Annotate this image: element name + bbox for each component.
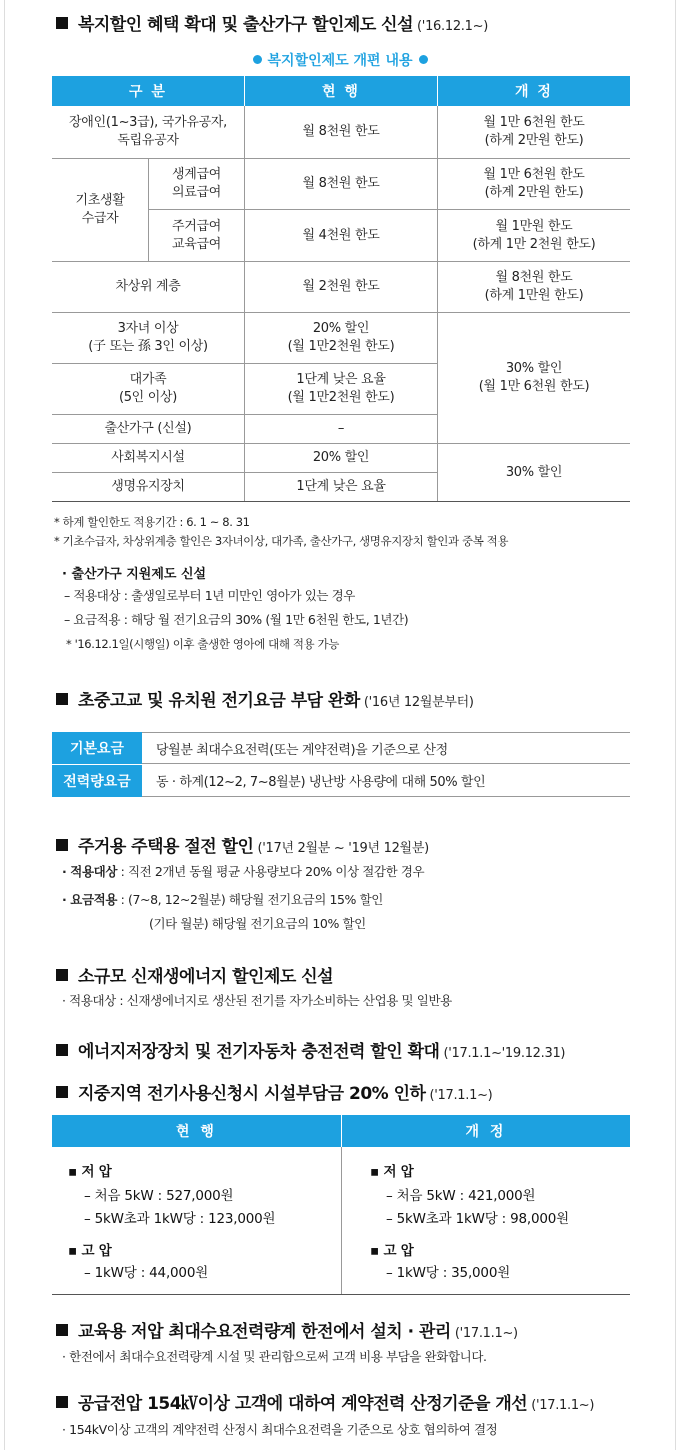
fee-label-energy: 전력량요금	[52, 765, 142, 797]
row-label-three-children: 3자녀 이상 (子 또는 孫 3인 이상)	[88, 321, 208, 354]
row-revised-nearpoor: 월 8천원 한도 (하계 1만원 한도)	[484, 270, 584, 303]
row-group-basic-livelihood: 기초생활 수급자	[75, 192, 125, 226]
row-revised-housing: 월 1만원 한도 (하계 1만 2천원 한도)	[472, 218, 596, 252]
row-label-welfare-facility: 사회복지시설	[111, 450, 185, 465]
school-fee-row-basic	[52, 732, 630, 764]
row-current-three-children: 20% 할인 (월 1만2천원 한도)	[287, 321, 395, 354]
row-current-birth: –	[337, 421, 345, 436]
fee-label-basic: 기본요금	[52, 732, 142, 764]
square-bullet-icon	[56, 1396, 68, 1408]
facility-header-current: 현 행	[52, 1115, 341, 1147]
row-label-livelihood: 생계급여 의료급여	[171, 166, 222, 200]
birth-support-fee: – 요금적용 : 해당 월 전기요금의 30% (월 1만 6천원 한도, 1년간)	[64, 612, 409, 627]
dot-icon	[253, 55, 262, 64]
welfare-table-caption: 복지할인제도 개편 내용	[0, 50, 680, 70]
row-label-disabled: 장애인(1~3급), 국가유공자, 독립유공자	[69, 115, 227, 148]
row-current-disabled: 월 8천원 한도	[302, 124, 380, 139]
current-low-voltage: ▪ 저 압	[68, 1164, 112, 1180]
revised-low-excess: – 5kW초과 1kW당 : 98,000원	[386, 1211, 569, 1227]
square-bullet-icon	[56, 1044, 68, 1056]
square-bullet-icon	[56, 1324, 68, 1336]
revised-high-per-kw: – 1kW당 : 35,000원	[386, 1265, 511, 1281]
current-low-excess: – 5kW초과 1kW당 : 123,000원	[84, 1211, 276, 1227]
row-current-life-support: 1단계 낮은 요율	[296, 479, 386, 494]
square-bullet-icon	[56, 693, 68, 705]
saving-fee-2: (기타 월분) 해당월 전기요금의 10% 할인	[149, 916, 366, 931]
saving-target: · 적용대상 : 직전 2개년 동월 평균 사용량보다 20% 이상 절감한 경우	[62, 864, 425, 879]
current-high-per-kw: – 1kW당 : 44,000원	[84, 1265, 209, 1281]
row-label-life-support: 생명유지장치	[111, 479, 185, 494]
section-title-ess-ev: 에너지저장장치 및 전기자동차 충전전력 할인 확대 ('17.1.1~'19.12.31)	[56, 1037, 565, 1062]
row-current-housing: 월 4천원 한도	[302, 227, 380, 243]
row-current-large-family: 1단계 낮은 요율 (월 1만2천원 한도)	[287, 372, 395, 405]
note-summer-period: * 하계 할인한도 적용기간 : 6. 1 ~ 8. 31	[54, 515, 250, 529]
square-bullet-icon	[56, 17, 68, 29]
section-title-welfare: 복지할인 혜택 확대 및 출산가구 할인제도 신설 ('16.12.1~)	[56, 10, 488, 35]
birth-support-target: – 적용대상 : 출생일로부터 1년 미만인 영아가 있는 경우	[64, 588, 355, 603]
renewable-target: · 적용대상 : 신재생에너지로 생산된 전기를 자가소비하는 산업용 및 일반용	[62, 993, 452, 1008]
col-header-revised: 개 정	[438, 76, 630, 106]
meter-description: · 한전에서 최대수요전력량계 시설 및 관리함으로써 고객 비용 부담을 완화합니다.	[62, 1349, 487, 1364]
section-title-underground: 지중지역 전기사용신청시 시설부담금 20% 인하 ('17.1.1~)	[56, 1079, 492, 1104]
row-revised-facility-group: 30% 할인	[505, 464, 563, 480]
note-duplicate-apply: * 기초수급자, 차상위계층 할인은 3자녀이상, 대가족, 출산가구, 생명유지장치 할인과 중복 적용	[54, 534, 509, 548]
row-label-birth: 출산가구 (신설)	[104, 421, 192, 436]
row-revised-disabled: 월 1만 6천원 한도 (하계 2만원 한도)	[483, 115, 585, 148]
fee-text-energy: 동 · 하계(12~2, 7~8월분) 냉난방 사용량에 대해 50% 할인	[156, 775, 486, 790]
fee-text-basic: 당월분 최대수요전력(또는 계약전력)을 기준으로 산정	[156, 742, 448, 758]
row-label-large-family: 대가족 (5인 이상)	[118, 372, 178, 405]
dot-icon	[419, 55, 428, 64]
row-current-nearpoor: 월 2천원 한도	[302, 279, 380, 294]
contract-power-description: · 154kV이상 고객의 계약전력 산정시 최대수요전력을 기준으로 상호 협의하여 결정	[62, 1422, 498, 1437]
col-header-category: 구 분	[52, 76, 244, 106]
facility-header-revised: 개 정	[342, 1115, 630, 1147]
saving-fee-1: · 요금적용 : (7~8, 12~2월분) 해당월 전기요금의 15% 할인	[62, 892, 383, 907]
school-fee-row-energy	[52, 765, 630, 797]
section-title-saving: 주거용 주택용 절전 할인 ('17년 2월분 ~ '19년 12월분)	[56, 832, 429, 857]
revised-low-first: – 처음 5kW : 421,000원	[386, 1188, 536, 1204]
row-label-housing: 주거급여 교육급여	[171, 218, 222, 252]
col-header-current: 현 행	[245, 76, 437, 106]
welfare-discount-table	[52, 76, 630, 501]
square-bullet-icon	[56, 839, 68, 851]
row-label-nearpoor: 차상위 계층	[115, 279, 181, 294]
square-bullet-icon	[56, 969, 68, 981]
section-title-contract-power: 공급전압 154㎸이상 고객에 대하여 계약전력 산정기준을 개선 ('17.1.1~)	[56, 1389, 594, 1414]
section-title-meter: 교육용 저압 최대수요전력량계 한전에서 설치 · 관리 ('17.1.1~)	[56, 1317, 518, 1342]
row-current-welfare-facility: 20% 할인	[312, 450, 370, 465]
square-bullet-icon	[56, 1086, 68, 1098]
birth-support-note: * '16.12.1일(시행일) 이후 출생한 영아에 대해 적용 가능	[66, 637, 339, 651]
row-revised-livelihood: 월 1만 6천원 한도 (하계 2만원 한도)	[483, 166, 585, 200]
row-current-livelihood: 월 8천원 한도	[302, 175, 380, 191]
row-revised-family-group: 30% 할인 (월 1만 6천원 한도)	[478, 361, 590, 394]
current-low-first: – 처음 5kW : 527,000원	[84, 1188, 234, 1204]
section-title-renewable: 소규모 신재생에너지 할인제도 신설	[56, 962, 333, 987]
birth-support-title: · 출산가구 지원제도 신설	[62, 567, 207, 582]
revised-low-voltage: ▪ 저 압	[370, 1164, 414, 1180]
section-title-school: 초중고교 및 유치원 전기요금 부담 완화 ('16년 12월분부터)	[56, 686, 474, 711]
current-high-voltage: ▪ 고 압	[68, 1243, 112, 1259]
revised-high-voltage: ▪ 고 압	[370, 1243, 414, 1259]
